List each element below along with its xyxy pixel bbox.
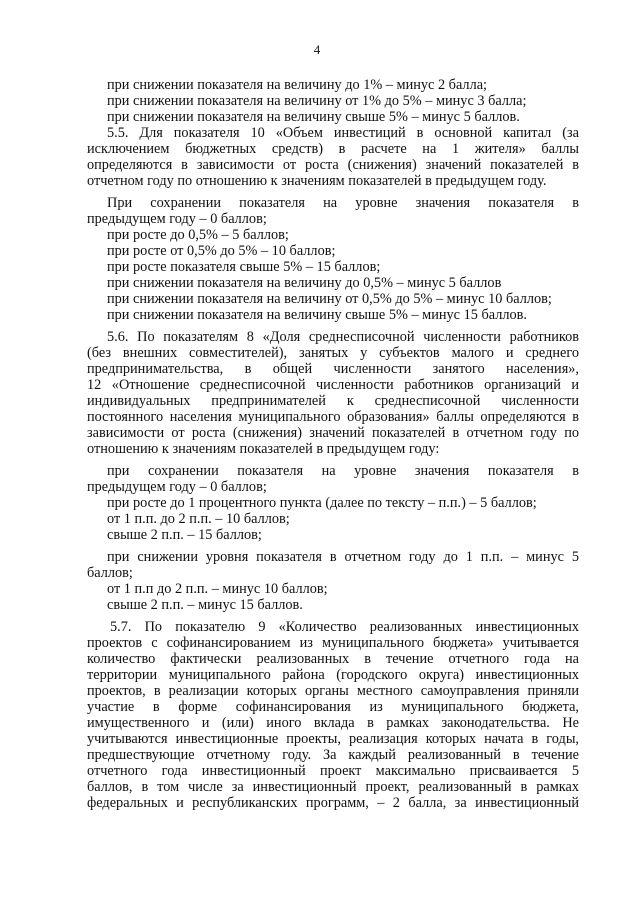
text-line: при сохранении показателя на уровне значения показателя в: [107, 463, 579, 479]
text-line: предпринимательства, в общей численности занятого населения»,: [87, 361, 579, 377]
text-line: при снижении показателя на величину свыше 5% – минус 15 баллов.: [107, 307, 527, 323]
text-line: при росте до 1 процентного пункта (далее по тексту – п.п.) – 5 баллов;: [107, 495, 537, 511]
text-line: от 1 п.п. до 2 п.п. – 10 баллов;: [107, 511, 290, 527]
text-line: федеральных и республиканских программ, – 2 балла, за инвестиционный: [87, 795, 579, 811]
text-line: участие в форме софинансирования из муниципального бюджета,: [87, 699, 579, 715]
text-line: при росте до 0,5% – 5 баллов;: [107, 227, 289, 243]
text-line: при росте показателя свыше 5% – 15 баллов;: [107, 259, 381, 275]
text-line: свыше 2 п.п. – 15 баллов;: [107, 527, 262, 543]
text-line: отношению к значениям показателей в предыдущем году:: [87, 441, 440, 457]
text-line: свыше 2 п.п. – минус 15 баллов.: [107, 597, 303, 613]
text-line: При сохранении показателя на уровне значения показателя в: [107, 195, 579, 211]
text-line: отчетном году по отношению к значениям показателей в предыдущем году.: [87, 173, 547, 189]
text-line: количество фактически реализованных в течение отчетного года на: [87, 651, 579, 667]
text-line: при снижении показателя на величину до 0,5% – минус 5 баллов: [107, 275, 502, 291]
text-line: (без внешних совместителей), занятых у субъектов малого и среднего: [87, 345, 579, 361]
text-line: имущественного и (или) иного вклада в рамках законодательства. Не: [87, 715, 579, 731]
text-line: предыдущем году – 0 баллов;: [87, 211, 267, 227]
text-line: при снижении показателя на величину свыше 5% – минус 5 баллов.: [107, 109, 520, 125]
text-line: 12 «Отношение среднесписочной численности работников организаций и: [87, 377, 579, 393]
text-line: баллов, в том числе за инвестиционный проект, реализованный в рамках: [87, 779, 579, 795]
text-line: 5.5. Для показателя 10 «Объем инвестиций в основной капитал (за: [107, 125, 579, 141]
text-line: проектов, в реализации которых органы местного самоуправления приняли: [87, 683, 579, 699]
text-line: территории муниципального района (городского округа) инвестиционных: [87, 667, 579, 683]
text-line: при снижении показателя на величину от 1% до 5% – минус 3 балла;: [107, 93, 527, 109]
text-line: зависимости от роста (снижения) значений показателей в отчетном году по: [87, 425, 579, 441]
text-line: при снижении показателя на величину до 1% – минус 2 балла;: [107, 77, 488, 93]
text-line: при снижении уровня показателя в отчетном году до 1 п.п. – минус 5: [107, 549, 579, 565]
text-line: индивидуальных предпринимателей к среднесписочной численности: [87, 393, 579, 409]
text-line: при росте от 0,5% до 5% – 10 баллов;: [107, 243, 336, 259]
text-line: проектов с софинансированием из муниципального бюджета» учитывается: [87, 635, 579, 651]
text-line: постоянного населения муниципального образования» баллы определяются в: [87, 409, 579, 425]
text-line: определяются в зависимости от роста (снижения) значений показателей в: [87, 157, 579, 173]
text-line: предыдущем году – 0 баллов;: [87, 479, 267, 495]
text-line: отчетного года инвестиционный проект максимально присваивается 5: [87, 763, 579, 779]
text-line: от 1 п.п до 2 п.п. – минус 10 баллов;: [107, 581, 328, 597]
text-line: исключением бюджетных средств) в расчете на 1 жителя» баллы: [87, 141, 579, 157]
text-line: при снижении показателя на величину от 0,5% до 5% – минус 10 баллов;: [107, 291, 552, 307]
text-line: баллов;: [87, 565, 133, 581]
page-number: 4: [313, 42, 321, 57]
text-line: предшествующие отчетному году. За каждый реализованный в течение: [87, 747, 579, 763]
text-line: 5.7. По показателю 9 «Количество реализованных инвестиционных: [110, 619, 579, 635]
text-line: 5.6. По показателям 8 «Доля среднесписочной численности работников: [107, 329, 579, 345]
text-line: учитываются инвестиционные проекты, реализация которых начата в годы,: [87, 731, 579, 747]
